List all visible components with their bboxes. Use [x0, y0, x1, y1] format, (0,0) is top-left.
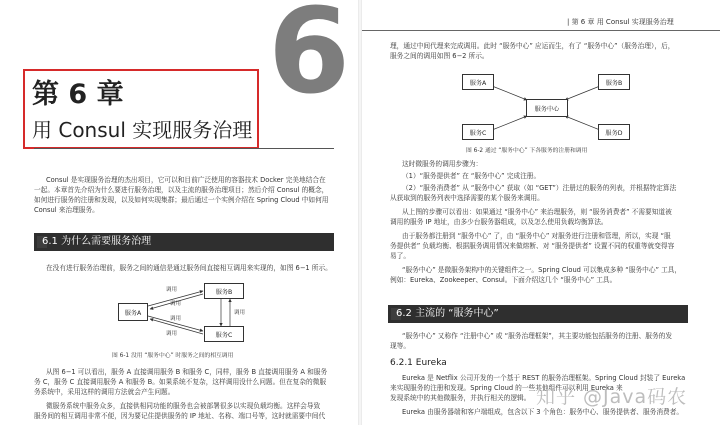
- subsection-6-2-1-title: 6.2.1 Eureka: [390, 358, 447, 368]
- figure-6-1-connectors: [0, 0, 358, 425]
- intro-line-4: Consul 来治理服务。: [34, 206, 99, 214]
- diagram-node-service-b: 服务B: [204, 283, 244, 299]
- para-1-line-2: 调用的服务 IP 地址，由多少台服务器组成，以及怎么使用负载均衡算法。: [390, 218, 608, 226]
- figure-6-2-caption: 图 6-2 通过 “服务中心” 下各服务的注册和调用: [466, 148, 588, 154]
- left-page: [0, 0, 358, 425]
- chapter-big-number: 6: [268, 0, 349, 120]
- section-6-2-intro-line-1: “服务中心” 又称作 “注册中心” 或 “服务治理框架”，其主要功能包括服务的注册、服务的发: [402, 332, 673, 340]
- diagram-node-service-center: 服务中心: [526, 99, 568, 117]
- eureka-line-4: Eureka 由服务器端和客户端组成，包含以下 3 个角色：服务中心、服务提供者、服务消费者。: [402, 408, 684, 416]
- diagram-node-service-a: 服务A: [462, 74, 494, 90]
- section-6-2-title: 6.2 主流的 “服务中心”: [396, 308, 499, 319]
- body-line-5: 服务间的相互调用非常不便，因为要记住提供服务的 IP 地址、名称、端口号等，这时就需要中间代: [34, 412, 326, 420]
- steps-intro: 这时微服务的调用步骤为：: [402, 160, 483, 168]
- intro-line-2: 一起。本章首先介绍为什么要进行服务治理，以及主流的服务治理项目；然后介绍 Consul 的概念，: [34, 186, 329, 194]
- body-line-2: 务 C，服务 C 直接调用服务 A 和服务 B。如果系统不复杂，这样调用没什么问题。但在复杂的微服: [34, 378, 327, 386]
- body-line-4: 微服务系统中服务众多，直接供相同功能的服务也会被部署很多以实现负载均衡。这样会导致: [46, 402, 321, 410]
- arrow-label-b-to-a: 调用: [170, 301, 182, 307]
- para-1-line-1: 从上图的步骤可以看出：如果通过 “服务中心” 来治理服务，则 “服务消费者” 不需要知道被: [402, 208, 672, 216]
- para-3-line-2: 例如：Eureka、Zookeeper、Consul。下面介绍这几个 “服务中心” 工具。: [390, 276, 617, 284]
- diagram-node-service-c: 服务C: [204, 326, 244, 342]
- step-2-line-2: 从获取到的服务列表中选择需要的某个服务来调用。: [390, 194, 544, 202]
- body-line-1: 从图 6−1 可以看出，服务 A 直接调用服务 B 和服务 C，同样，服务 B 直接调用服务 A 和服务: [46, 368, 328, 376]
- eureka-line-3: 发现系统中的其他微服务，并执行相关的逻辑。: [390, 394, 531, 402]
- eureka-line-1: Eureka 是 Netflix 公司开发的一个基于 REST 的服务治理框架。Spring Cloud 封装了 Eureka: [402, 374, 686, 382]
- diagram-node-service-b: 服务B: [598, 74, 630, 90]
- diagram-node-service-a: 服务A: [118, 303, 148, 321]
- top-line-1: 理，通过中间代理来完成调用。此时 “服务中心” 应运而生，有了 “服务中心”（服务治理），后，: [390, 42, 675, 50]
- top-line-2: 服务之间的调用如图 6−2 所示。: [390, 52, 489, 60]
- diagram-node-service-c: 服务C: [462, 124, 494, 140]
- right-page: [362, 0, 720, 425]
- intro-line-1: Consul 是实现服务治理的杰出项目，它可以和目前广泛使用的容器技术 Docker 完美地结合在: [46, 176, 326, 184]
- body-line-3: 务系统中，采用这样的调用方法就会产生问题。: [34, 388, 175, 396]
- step-1: （1）“服务提供者” 在 “服务中心” 完成注册。: [402, 172, 541, 180]
- arrow-label-a-to-c: 调用: [170, 316, 182, 322]
- para-3-line-1: “服务中心” 是微服务架构中的关键组件之一。Spring Cloud 可以集成多种 “服务中心” 工具，: [402, 266, 682, 274]
- zhihu-watermark: 知乎 @Java码农: [536, 386, 688, 408]
- para-2-line-2: 务提供者” 负载均衡、根据服务调用情况来做熔断、对 “服务提供者” 设置不同的权重等就变得容: [390, 242, 675, 250]
- para-2-line-3: 易了。: [390, 252, 411, 260]
- section-6-2-intro-line-2: 现等。: [390, 342, 411, 350]
- chapter-title: 用 Consul 实现服务治理: [32, 118, 253, 142]
- running-header: | 第 6 章 用 Consul 实现服务治理: [567, 18, 674, 26]
- section-6-1-intro: 在没有进行服务治理前，服务之间的通信是通过服务间直接相互调用来实现的，如图 6−1 所示。: [46, 264, 332, 272]
- arrow-label-a-to-b: 调用: [166, 287, 178, 293]
- arrow-label-b-c: 调用: [234, 310, 246, 316]
- eureka-line-2: 来实现服务的注册和发现。Spring Cloud 的一些其他组件可以利用 Eureka 来: [390, 384, 623, 392]
- diagram-node-service-d: 服务D: [598, 124, 630, 140]
- arrow-label-c-to-a: 调用: [166, 331, 178, 337]
- section-6-1-title: 6.1 为什么需要服务治理: [42, 236, 152, 247]
- intro-line-3: 如何进行服务的注册和发现，以及如何实现集群；最后通过一个实例介绍在 Spring Cloud 中如何用: [34, 196, 329, 204]
- step-2-line-1: （2）“服务消费者” 从 “服务中心” 获取（如 “GET”）注册过的服务的列表，并根据特定算法: [402, 184, 677, 192]
- para-2-line-1: 由于服务都注册到 “服务中心” 了，由 “服务中心” 对服务进行注册和管理，所以，实现 “服: [402, 232, 671, 240]
- chapter-number: 第 6 章: [32, 79, 124, 110]
- figure-6-1-caption: 图 6-1 没用 “服务中心” 时服务之间的相互调用: [112, 353, 234, 359]
